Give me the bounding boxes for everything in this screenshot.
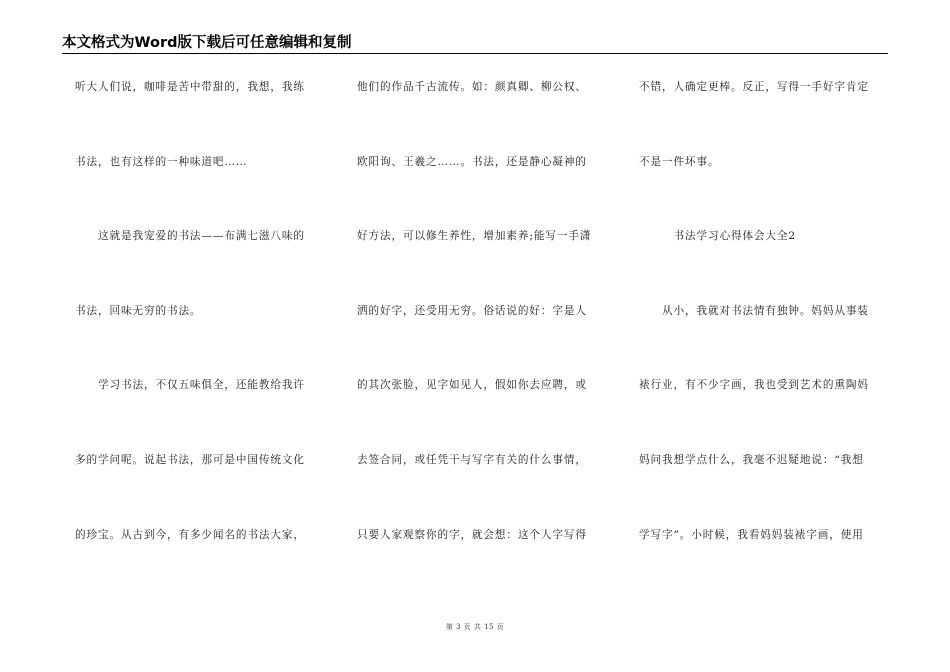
section-heading: 书法学习心得体会大全2 <box>639 230 797 243</box>
text-line: 不错，人确定更棒。反正，写得一手好字肯定 <box>639 81 869 93</box>
text-line: 多的学问呢。说起书法，那可是中国传统文化 <box>75 453 305 466</box>
text-line: 的珍宝。从古到今，有多少闻名的书法大家， <box>75 528 305 541</box>
text-line: 他们的作品千古流传。如：颜真卿、柳公权、 <box>357 81 587 93</box>
page-number: 第 3 页 共 15 页 <box>445 623 505 631</box>
text-line: 不是一件坏事。 <box>639 155 720 168</box>
text-column-1 <box>75 80 320 602</box>
header-divider <box>62 53 888 54</box>
text-line: 这就是我宠爱的书法——布满七滋八味的 <box>75 230 305 243</box>
text-line: 妈问我想学点什么，我毫不迟疑地说：“我想 <box>639 453 864 466</box>
text-line: 从小，我就对书法情有独钟。妈妈从事装 <box>639 304 869 317</box>
text-line: 的其次张脸，见字如见人，假如你去应聘，或 <box>357 379 587 392</box>
text-column-2 <box>357 80 602 602</box>
text-line: 去签合同，或任凭干与写字有关的什么事情， <box>357 453 587 466</box>
document-header: 本文格式为Word版下载后可任意编辑和复制 <box>62 35 352 51</box>
text-line: 只要人家观察你的字，就会想：这个人字写得 <box>357 528 587 541</box>
text-line: 洒的好字，还受用无穷。俗话说的好：字是人 <box>357 304 587 317</box>
text-line: 书法，也有这样的一种味道吧…… <box>75 155 248 168</box>
text-line: 欧阳询、王羲之……。书法，还是静心凝神的 <box>357 155 587 168</box>
text-line: 书法，回味无穷的书法。 <box>75 304 202 317</box>
text-line: 学习书法，不仅五味俱全，还能教给我许 <box>75 379 305 392</box>
text-line: 学写字”。小时候，我看妈妈装裱字画，使用 <box>639 528 864 541</box>
text-line: 裱行业，有不少字画，我也受到艺术的熏陶妈 <box>639 379 869 392</box>
text-line: 好方法，可以修生养性，增加素养;能写一手潇 <box>357 230 592 243</box>
text-line: 听大人们说，咖啡是苦中带甜的，我想，我练 <box>75 81 305 93</box>
text-column-3 <box>639 80 884 602</box>
